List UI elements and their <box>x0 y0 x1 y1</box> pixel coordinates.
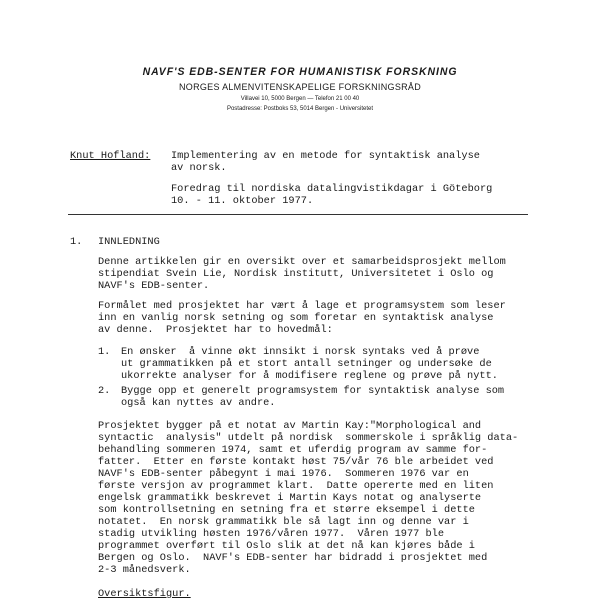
letterhead-postal: Postadresse: Postboks 53, 5014 Bergen - Universitetet <box>226 106 374 112</box>
list-item-1-number: 1. <box>98 346 111 358</box>
letterhead-title: NAVF'S EDB-SENTER FOR HUMANISTISK FORSKNING <box>142 66 458 78</box>
talk-line-1: Foredrag til nordiska datalingvistikdagar i Göteborg <box>171 183 493 195</box>
paper-title-line-1: Implementering av en metode for syntaktisk analyse <box>171 150 480 162</box>
letterhead-address: Villavei 10, 5000 Bergen — Telefon 21 00 40 <box>240 96 360 102</box>
paper-title-line-2: av norsk. <box>171 162 227 174</box>
author-name: Knut Hofland: <box>70 150 151 162</box>
paragraph-2: Formålet med prosjektet har vært å lage et programsystem som leser inn en vanlig norsk setning og som foretar en syntaktisk analyse av denne. Prosjektet har to hovedmål: <box>98 300 506 336</box>
section-title: INNLEDNING <box>98 236 160 248</box>
paragraph-3: Prosjektet bygger på et notat av Martin Kay:"Morphological and syntactic analysis" utdelt på nordisk sommerskole i språklig data- behandling sommeren 1974, samt et uferdig program av samme for- fatter. Etter en første kontakt høst 75/vår 76 ble arbeidet ved NAVF's EDB-senter påbegynt i mai 1976. Sommeren 1976 var en første versjon av programmet klart. Datte opererte med en liten engelsk grammatikk beskrevet i Martin Kays notat og analyserte som kontrollsetning en setning fra et større eksempel i dette notatet. En norsk grammatikk ble så lagt inn og denne var i stadig utvikling høsten 1976/våren 1977. Våren 1977 ble programmet overført til Oslo slik at det nå kan kjøres både i Bergen og Oslo. NAVF's EDB-senter har bidradd i prosjektet med 2-3 månedsverk. <box>98 420 519 576</box>
list-item-2-number: 2. <box>98 385 111 397</box>
paragraph-1: Denne artikkelen gir en oversikt over et samarbeidsprosjekt mellom stipendiat Svein Lie, Nordisk institutt, Universitetet i Oslo og NAVF's EDB-senter. <box>98 256 506 292</box>
list-item-2-text: Bygge opp et generelt programsystem for syntaktisk analyse som også kan nyttes av andre. <box>121 385 505 409</box>
section-number: 1. <box>70 236 83 248</box>
header-divider <box>68 214 528 215</box>
list-item-1-text: En ønsker å vinne økt innsikt i norsk syntaks ved å prøve ut grammatikken på et stort antall setninger og undersøke de ukorrekte analyser for å modifisere reglene og prøve på nytt. <box>121 346 498 382</box>
figure-label: Oversiktsfigur. <box>98 588 191 600</box>
talk-line-2: 10. - 11. oktober 1977. <box>171 195 314 207</box>
letterhead-subtitle: NORGES ALMENVITENSKAPELIGE FORSKNINGSRÅD <box>178 82 422 92</box>
